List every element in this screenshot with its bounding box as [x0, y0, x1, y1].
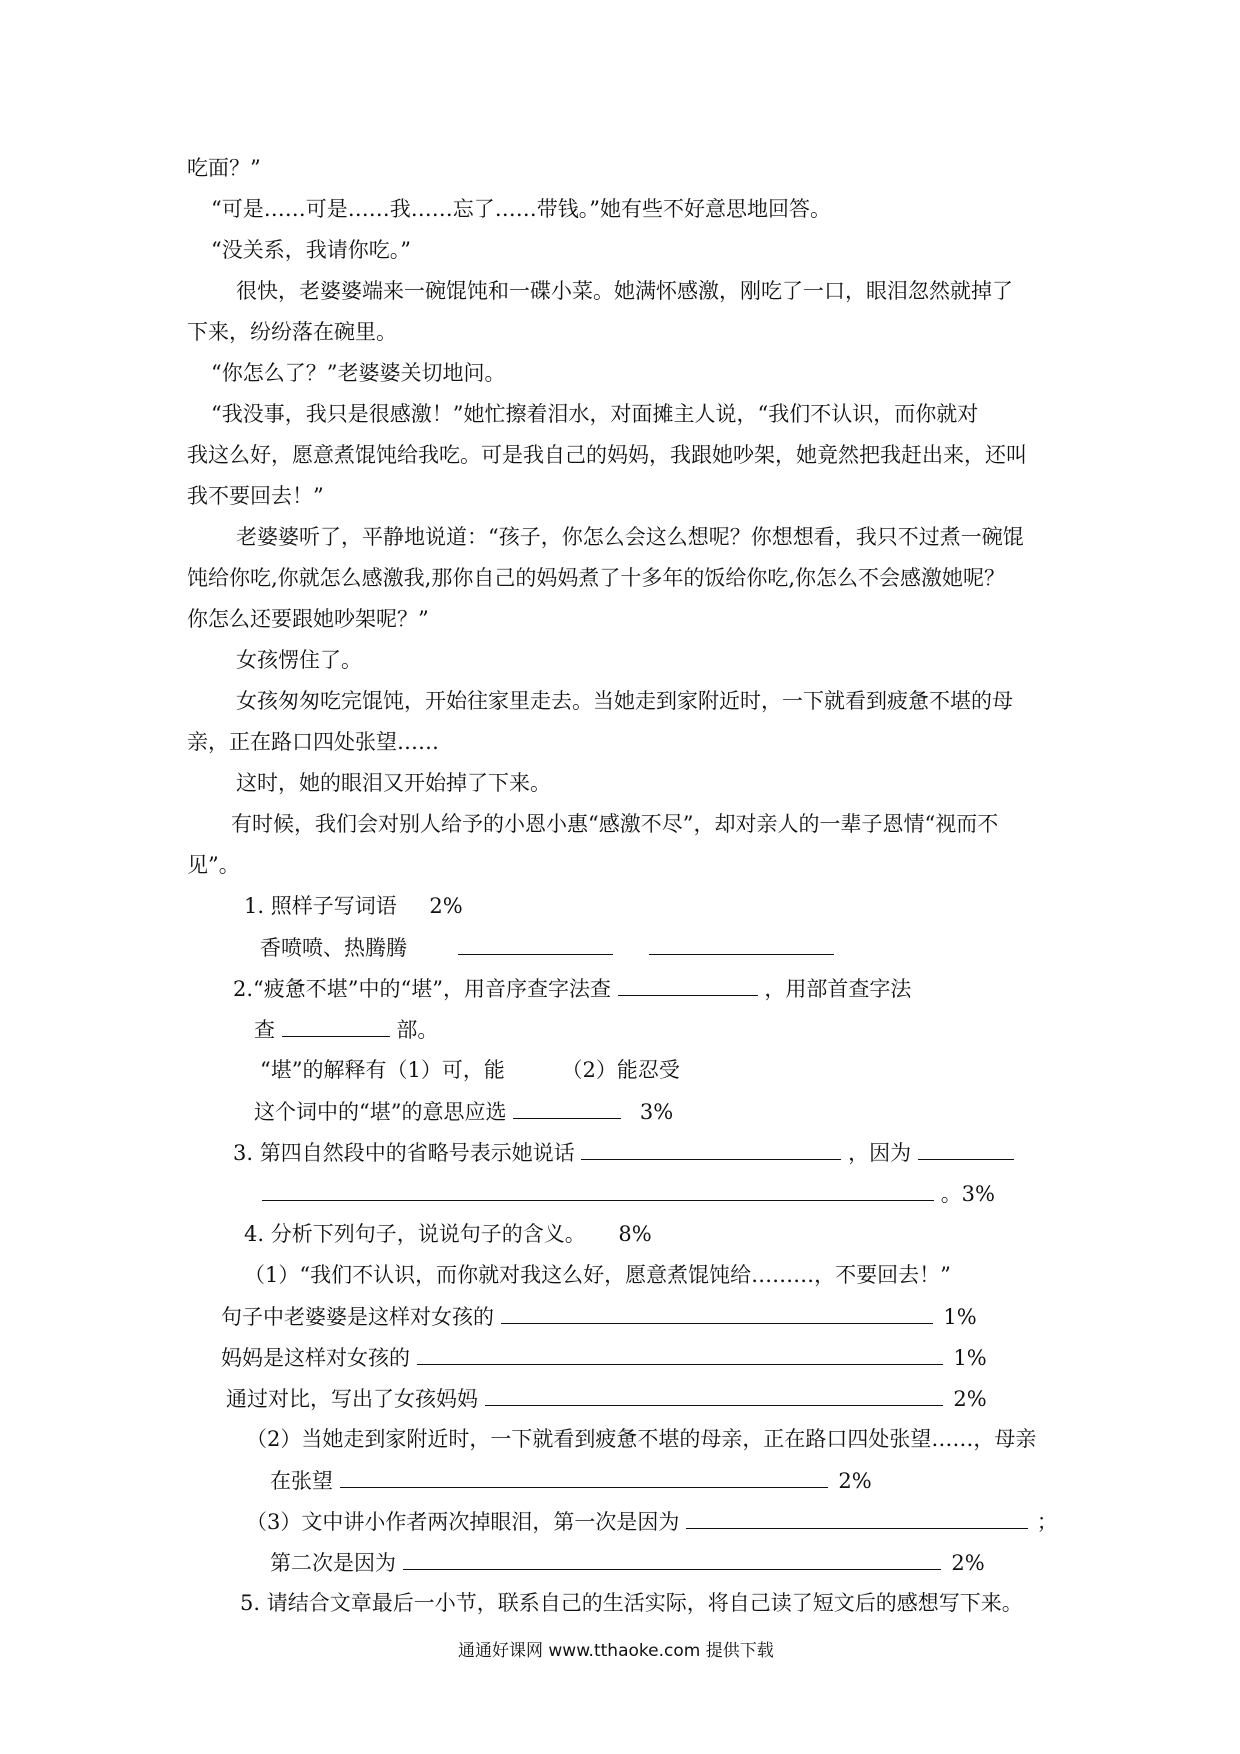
story-paragraph: 老婆婆听了，平静地说道：“孩子，你怎么会这么想呢？你想想看，我只不过煮一碗馄: [236, 525, 1024, 549]
question-4-3b-score: 2%: [951, 1551, 985, 1575]
question-4-1c-score: 2%: [953, 1387, 987, 1411]
answer-blank[interactable]: [262, 1180, 934, 1201]
question-4-2a-text: 在张望: [270, 1469, 333, 1493]
question-4-1a-score: 1%: [943, 1305, 977, 1329]
answer-blank[interactable]: [485, 1385, 943, 1406]
story-paragraph: 很快，老婆婆端来一碗馄饨和一碟小菜。她满怀感激，刚吃了一口，眼泪忽然就掉了: [236, 279, 1013, 303]
story-paragraph: 这时，她的眼泪又开始掉了下来。: [236, 771, 551, 795]
story-paragraph: 女孩愣住了。: [236, 648, 362, 672]
story-paragraph: “你怎么了？”老婆婆关切地问。: [211, 361, 506, 385]
question-3-end: 。3%: [940, 1182, 996, 1206]
question-4-1a-text: 句子中老婆婆是这样对女孩的: [221, 1305, 494, 1329]
question-4-sentence-2: （2）当她走到家附近时，一下就看到疲惫不堪的母亲，正在路口四处张望……，母亲: [246, 1427, 1037, 1451]
question-1-score: 2%: [429, 894, 463, 918]
question-2-text: 2.“疲惫不堪”中的“堪”，用音序查字法查: [233, 977, 611, 1001]
story-line: 你怎么还要跟她吵架呢？”: [187, 607, 429, 631]
answer-blank[interactable]: [513, 1098, 621, 1119]
question-4-text: 4. 分析下列句子，说说句子的含义。: [244, 1222, 586, 1246]
question-4-1c: [226, 1385, 987, 1412]
question-2: [233, 975, 911, 1002]
story-line: 下来，纷纷落在碗里。: [187, 320, 397, 344]
question-2-choose: [254, 1098, 673, 1125]
story-paragraph: 有时候，我们会对别人给予的小恩小惠“感激不尽”，却对亲人的一辈子恩情“视而不: [231, 812, 999, 836]
page-footer: 通通好课网 www.tthaoke.com 提供下载: [458, 1641, 774, 1661]
question-2-text: 查: [254, 1018, 275, 1042]
question-4-2a: [270, 1467, 872, 1494]
answer-blank[interactable]: [581, 1139, 841, 1160]
question-4-1b-score: 1%: [953, 1346, 987, 1370]
story-line: 我不要回去！”: [187, 484, 324, 508]
answer-blank[interactable]: [417, 1344, 943, 1365]
answer-blank[interactable]: [918, 1139, 1014, 1160]
question-3-because: ，因为: [848, 1141, 912, 1165]
question-4-1c-text: 通过对比，写出了女孩妈妈: [226, 1387, 478, 1411]
question-1: [244, 893, 463, 919]
question-2-meanings: [260, 1057, 680, 1083]
question-4-3-semicolon: ；: [1036, 1510, 1058, 1534]
question-4-sentence-3: [246, 1508, 1058, 1535]
question-4-sentence-1: （1）“我们不认识，而你就对我这么好，愿意煮馄饨给………，不要回去！”: [244, 1263, 951, 1287]
question-4-3b: [270, 1549, 985, 1576]
question-1-example: 香喷喷、热腾腾: [260, 936, 407, 960]
question-4-1b: [221, 1344, 987, 1371]
story-line: 亲，正在路口四处张望……: [187, 730, 439, 754]
story-line: 吃面？”: [187, 156, 261, 180]
question-4-1b-text: 妈妈是这样对女孩的: [221, 1346, 410, 1370]
question-4-score: 8%: [618, 1222, 652, 1246]
story-paragraph: “没关系，我请你吃。”: [211, 238, 411, 262]
answer-blank[interactable]: [501, 1303, 933, 1324]
story-line: 我这么好，愿意煮馄饨给我吃。可是我自己的妈妈，我跟她吵架，她竟然把我赶出来，还叫: [187, 443, 1027, 467]
question-3: [233, 1139, 1014, 1166]
question-2-meaning-1: “堪”的解释有（1）可，能: [260, 1058, 505, 1082]
answer-blank[interactable]: [458, 934, 613, 955]
question-1-text: 1. 照样子写词语: [244, 894, 397, 918]
story-paragraph: “可是……可是……我……忘了……带钱。”她有些不好意思地回答。: [211, 197, 831, 221]
question-4-2a-score: 2%: [838, 1469, 872, 1493]
question-5: 5. 请结合文章最后一小节，联系自己的生活实际，将自己读了短文后的感想写下来。: [240, 1591, 1023, 1615]
question-2-score: 3%: [639, 1100, 674, 1124]
answer-blank[interactable]: [618, 975, 758, 996]
question-2-choose-text: 这个词中的“堪”的意思应选: [254, 1100, 507, 1124]
question-4-1a: [221, 1303, 977, 1330]
answer-blank[interactable]: [403, 1549, 941, 1570]
question-1-example-row: [260, 934, 834, 961]
question-2-line2: [254, 1016, 438, 1043]
story-paragraph: 女孩匆匆吃完馄饨，开始往家里走去。当她走到家附近时，一下就看到疲惫不堪的母: [236, 689, 1013, 713]
answer-blank[interactable]: [282, 1016, 390, 1037]
question-4-3b-text: 第二次是因为: [270, 1551, 396, 1575]
story-line: 见”。: [187, 853, 240, 877]
question-2-meaning-2: （2）能忍受: [561, 1058, 680, 1082]
question-2-text: 部。: [396, 1018, 439, 1042]
answer-blank[interactable]: [686, 1508, 1028, 1529]
answer-blank[interactable]: [649, 934, 834, 955]
answer-blank[interactable]: [340, 1467, 828, 1488]
question-4: [244, 1221, 652, 1247]
question-2-text: ，用部首查字法: [764, 977, 912, 1001]
question-3-line2: [262, 1180, 995, 1207]
question-4-3-text: （3）文中讲小作者两次掉眼泪，第一次是因为: [246, 1510, 680, 1534]
story-paragraph: “我没事，我只是很感激！”她忙擦着泪水，对面摊主人说，“我们不认识，而你就对: [211, 402, 979, 426]
question-3-text: 3. 第四自然段中的省略号表示她说话: [233, 1141, 575, 1165]
story-line: 饨给你吃,你就怎么感激我,那你自己的妈妈煮了十多年的饭给你吃,你怎么不会感激她呢？: [187, 566, 1006, 590]
